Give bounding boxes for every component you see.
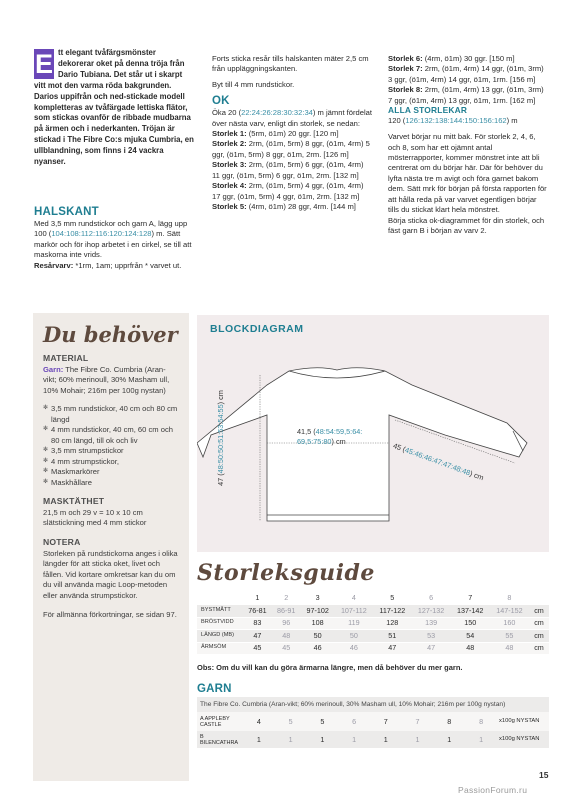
size-instruction bbox=[388, 64, 548, 85]
size-instruction-text: 2rm, (ö1m, 5rm) 6 ggr, (ö1m, 4rm) 11 ggr, (ö1m, 5rm) 6 ggr, ö1m, 2rm. [132 m] bbox=[212, 160, 364, 180]
yarn-qty: 1 bbox=[338, 731, 370, 748]
forkortningar-text: För allmänna förkortningar, se sidan 97. bbox=[43, 609, 177, 619]
varv-text: Varvet börjar nu mitt bak. För storlek 2, 4, 6, och 8, som har ett ojämnt antal mösterrapporter, kommer mönstret inte att bli centrerat om du börjar här. Där för behöver du lyfta nästa tre m avigt och föra garnet bakom dem. Sätt mrk för början på första rapporten för att hålla reda på var varvet egentligen börjar tills du stickat klart hela mönstret. bbox=[388, 132, 547, 215]
size-unit: cm bbox=[529, 642, 549, 655]
size-instruction bbox=[212, 181, 372, 202]
watermark: PassionForum.ru bbox=[458, 785, 528, 795]
yarn-qty: 8 bbox=[433, 712, 465, 731]
size-instruction-text: 2rm, (ö1m, 5rm) 4 ggr, (ö1m, 4rm) 17 ggr, (ö1m, 5rm) 4 ggr, ö1m, 2rm. [132 m] bbox=[212, 181, 364, 201]
size-cell: 128 bbox=[373, 617, 411, 630]
size-cell: 160 bbox=[490, 617, 529, 630]
materials-box bbox=[33, 313, 189, 781]
size-instruction bbox=[212, 129, 372, 139]
size-instruction-label: Storlek 3: bbox=[212, 160, 247, 170]
size-cell: 46 bbox=[335, 642, 373, 655]
size-cell: 50 bbox=[335, 630, 373, 643]
tool-item: ✻ 4 mm strumpstickor, bbox=[43, 457, 179, 467]
size-row bbox=[197, 605, 549, 618]
size-cell: 53 bbox=[412, 630, 451, 643]
notera-text: Storleken på rundstickorna anges i olika längder för att sticka oket, livet och fållen. Vid kortare omkretsar kan du om du vill använda magic Loop-metoden eller använda strumpstickor. bbox=[43, 548, 178, 600]
size-cell: 96 bbox=[272, 617, 301, 630]
size-cell: 54 bbox=[451, 630, 490, 643]
size-cell: 47 bbox=[412, 642, 451, 655]
alla-text bbox=[388, 116, 548, 126]
garn-description bbox=[43, 365, 179, 396]
size-instruction-label: Storlek 5: bbox=[212, 202, 247, 212]
ok-intro bbox=[212, 108, 372, 129]
sleeve-sizes: 45:46:46:47:47:48:48 bbox=[403, 445, 472, 478]
blockdiagram-title: BLOCKDIAGRAM bbox=[210, 323, 304, 335]
yarn-qty: 6 bbox=[338, 712, 370, 731]
size-instruction-label: Storlek 1: bbox=[212, 128, 247, 138]
yarn-name: B BILENCATHRA bbox=[197, 731, 243, 748]
size-instruction-label: Storlek 4: bbox=[212, 181, 247, 191]
size-header-cell: 7 bbox=[451, 592, 490, 605]
halskant-section bbox=[34, 206, 196, 276]
tool-item: ✻ 3,5 mm strumpstickor bbox=[43, 446, 179, 456]
yarn-qty: 1 bbox=[370, 731, 402, 748]
size-cell: 137-142 bbox=[451, 605, 490, 618]
size-guide-table bbox=[197, 592, 549, 655]
alla-post: ) m bbox=[506, 115, 518, 125]
width-main: 41,5 ( bbox=[297, 427, 316, 436]
size-cell: 97-102 bbox=[301, 605, 335, 618]
yarn-unit: x100g NYSTAN bbox=[497, 731, 549, 748]
drop-cap: E bbox=[34, 49, 53, 79]
size-instruction bbox=[388, 54, 548, 64]
size-cell: 150 bbox=[451, 617, 490, 630]
size-cell: 119 bbox=[335, 617, 373, 630]
yarn-qty: 8 bbox=[465, 712, 497, 731]
blockdiagram-panel bbox=[197, 315, 549, 552]
ok-post: ) m jämnt fördelat över nästa varv, enligt din storlek, se nedan: bbox=[212, 108, 373, 128]
size-cell: 47 bbox=[373, 642, 411, 655]
width-sizes-b: 69,5:75:80 bbox=[297, 436, 332, 446]
size-unit: cm bbox=[529, 605, 549, 618]
size-instruction-label: Storlek 7: bbox=[388, 64, 423, 74]
size-cell: 86-91 bbox=[272, 605, 301, 618]
size-header-cell: 1 bbox=[243, 592, 272, 605]
size-instruction bbox=[212, 160, 372, 181]
yarn-table bbox=[197, 697, 549, 748]
size-instruction-text: (5rm, ö1m) 20 ggr. [120 m] bbox=[246, 128, 339, 138]
yarn-desc: The Fibre Co. Cumbria (Aran-vikt; 60% merinoull, 30% Masham ull, 10% Mohair; 216m per 100g nystan) bbox=[197, 697, 549, 712]
size-instruction-label: Storlek 6: bbox=[388, 54, 423, 63]
size-cell: 50 bbox=[301, 630, 335, 643]
size-cell: 108 bbox=[301, 617, 335, 630]
tool-item: ✻ Maskhållare bbox=[43, 478, 179, 488]
yarn-qty: 1 bbox=[275, 731, 307, 748]
material-heading: MATERIAL bbox=[43, 352, 89, 363]
size-header-cell: 8 bbox=[490, 592, 529, 605]
size-cell: 139 bbox=[412, 617, 451, 630]
size-cell: 48 bbox=[490, 642, 529, 655]
size-row bbox=[197, 642, 549, 655]
height-sizes: 48:50:50:51:53:54:55 bbox=[215, 404, 225, 474]
yarn-unit: x100g NYSTAN bbox=[497, 712, 549, 731]
size-cell: 51 bbox=[373, 630, 411, 643]
size-cell: 107-112 bbox=[335, 605, 373, 618]
col3-size-list bbox=[388, 54, 548, 106]
yarn-qty: 7 bbox=[402, 712, 434, 731]
masktathet-heading: MASKTÄTHET bbox=[43, 495, 105, 506]
size-cell: 48 bbox=[272, 630, 301, 643]
masktathet-text: 21,5 m och 29 v = 10 x 10 cm slätstickning med 4 mm stickor bbox=[43, 507, 147, 528]
borja-text: Börja sticka ok-diagrammet för din storlek, och fäst garn B i början av varv 2. bbox=[388, 215, 545, 236]
garn-heading: GARN bbox=[197, 683, 232, 695]
yarn-qty: 1 bbox=[306, 731, 338, 748]
sleeve-end: ) cm bbox=[468, 468, 485, 483]
yarn-row bbox=[197, 712, 549, 731]
size-instruction-text: (4rm, ö1m) 30 ggr. [150 m] bbox=[422, 54, 515, 63]
sweater-schematic bbox=[197, 315, 549, 552]
size-header-cell: 6 bbox=[412, 592, 451, 605]
size-instruction bbox=[212, 202, 372, 212]
sleeve-main: 45 ( bbox=[391, 441, 407, 454]
size-header-blank bbox=[197, 592, 243, 605]
yarn-desc-row bbox=[197, 697, 549, 712]
intro-text: tt elegant tvåfärgsmönster dekorerar oket på denna tröja från Dario Tubiana. Det står ut i skarpt vitt mot den varma röda bakgrunden. Darios uppifrån och ned-stickade modell kompletteras av tvåfärgade lettiska flätor, som stickas ovanför de ribbade mudbarna på ärmen och i nederkanten. Tröjan är stickad i The Fibre Co:s mjuka Cumbria, en ullblandning, som finns i 24 vackra nyanser. bbox=[34, 48, 194, 167]
size-instruction-text: 2rm, (ö1m, 5rm) 8 ggr, (ö1m, 4rm) 5 ggr, (ö1m, 5rm) 8 ggr, ö1m, 2rm. [126 m] bbox=[212, 139, 370, 159]
size-row-label: LÄNGD (MB) bbox=[197, 630, 243, 643]
size-unit: cm bbox=[529, 617, 549, 630]
intro-paragraph bbox=[34, 48, 194, 168]
size-cell: 45 bbox=[243, 642, 272, 655]
size-row-label: ÄRMSÖM bbox=[197, 642, 243, 655]
col2-p2: Byt till 4 mm rundstickor. bbox=[212, 79, 295, 89]
materials-title: Du behöver bbox=[43, 322, 178, 347]
ok-pre: Öka 20 ( bbox=[212, 108, 242, 118]
col2-size-list bbox=[212, 129, 372, 213]
size-cell: 83 bbox=[243, 617, 272, 630]
size-cell: 147-152 bbox=[490, 605, 529, 618]
size-header-blank bbox=[529, 592, 549, 605]
garn-label: Garn: bbox=[43, 364, 64, 374]
resarvarv-label: Resårvarv: bbox=[34, 260, 74, 270]
size-cell: 45 bbox=[272, 642, 301, 655]
size-row bbox=[197, 630, 549, 643]
size-cell: 48 bbox=[451, 642, 490, 655]
size-table-body bbox=[197, 592, 549, 655]
notera-heading: NOTERA bbox=[43, 536, 81, 547]
width-end: ) cm bbox=[331, 436, 346, 446]
alla-heading: ALLA STORLEKAR bbox=[388, 105, 468, 116]
size-header-cell: 2 bbox=[272, 592, 301, 605]
size-header-cell: 5 bbox=[373, 592, 411, 605]
halskant-sizes: 104:108:112:116:120:124:128 bbox=[51, 229, 152, 239]
size-instruction-text: (4rm, ö1m) 28 ggr, 4rm. [144 m] bbox=[246, 202, 356, 212]
halskant-text-b: ) m. Sätt markör och för ihop arbetet i en cirkel, se till att maskorna inte vrids. bbox=[34, 229, 192, 260]
size-header-row bbox=[197, 592, 549, 605]
yarn-qty: 7 bbox=[370, 712, 402, 731]
size-instruction-text: 2rm, (ö1m, 4rm) 13 ggr, (ö1m, 3rm) 7 ggr, (ö1m, 4rm) 13 ggr, ö1m, 1rm. [162 m] bbox=[388, 85, 544, 105]
alla-pre: 120 ( bbox=[388, 115, 406, 125]
size-row bbox=[197, 617, 549, 630]
column-2 bbox=[212, 54, 372, 213]
size-header-cell: 3 bbox=[301, 592, 335, 605]
sleeve-note: Obs: Om du vill kan du göra ärmarna längre, men då behöver du mer garn. bbox=[197, 663, 463, 672]
resarvarv-text: *1rm, 1am; upprfrån * varvet ut. bbox=[73, 260, 182, 270]
column-3 bbox=[388, 54, 548, 237]
size-cell: 127-132 bbox=[412, 605, 451, 618]
yarn-table-body bbox=[197, 697, 549, 748]
height-main: 47 ( bbox=[215, 473, 225, 486]
size-cell: 47 bbox=[243, 630, 272, 643]
size-cell: 117-122 bbox=[373, 605, 411, 618]
size-guide-title: Storleksguide bbox=[197, 560, 375, 586]
yarn-qty: 5 bbox=[306, 712, 338, 731]
yarn-qty: 1 bbox=[433, 731, 465, 748]
size-row-label: BYSTMÅTT bbox=[197, 605, 243, 618]
size-cell: 46 bbox=[301, 642, 335, 655]
size-instruction-text: 2rm, (ö1m, 4rm) 14 ggr, (ö1m, 3rm) 3 ggr, (ö1m, 4rm) 14 ggr, ö1m, 1rm. [156 m] bbox=[388, 64, 544, 84]
size-unit: cm bbox=[529, 630, 549, 643]
yarn-qty: 1 bbox=[465, 731, 497, 748]
halskant-heading: HALSKANT bbox=[34, 206, 99, 218]
yarn-qty: 4 bbox=[243, 712, 275, 731]
yarn-qty: 1 bbox=[402, 731, 434, 748]
tool-item: ✻ Maskmarkörer bbox=[43, 467, 179, 477]
width-sizes-a: 48:54:59,5:64: bbox=[315, 427, 363, 436]
ok-sizes: 22:24:26:28:30:32:34 bbox=[241, 108, 313, 118]
size-row-label: BRÖSTVIDD bbox=[197, 617, 243, 630]
size-instruction-label: Storlek 8: bbox=[388, 85, 423, 95]
size-instruction bbox=[388, 85, 548, 106]
size-cell: 76-81 bbox=[243, 605, 272, 618]
tool-item: ✻ 4 mm rundstickor, 40 cm, 60 cm och 80 cm längd, till ok och liv bbox=[43, 425, 179, 446]
garn-text: The Fibre Co. Cumbria (Aran-vikt; 60% merinoull, 30% Masham ull, 10% Mohair; 216m per 100g nystan) bbox=[43, 364, 170, 395]
size-header-cell: 4 bbox=[335, 592, 373, 605]
halskant-text-a: Med 3,5 mm rundstickor och garn A, lägg upp 100 ( bbox=[34, 218, 188, 239]
size-instruction bbox=[212, 139, 372, 160]
yarn-qty: 1 bbox=[243, 731, 275, 748]
ok-heading: OK bbox=[212, 95, 230, 108]
tools-list bbox=[43, 404, 179, 488]
yarn-name: A APPLEBY CASTLE bbox=[197, 712, 243, 731]
halskant-text bbox=[34, 219, 196, 271]
width-label bbox=[297, 427, 362, 447]
size-instruction-label: Storlek 2: bbox=[212, 139, 247, 149]
yarn-qty: 5 bbox=[275, 712, 307, 731]
yarn-row bbox=[197, 731, 549, 748]
tool-item: ✻ 3,5 mm rundstickor, 40 cm och 80 cm längd bbox=[43, 404, 179, 425]
height-end: ) cm bbox=[215, 390, 225, 405]
page-number: 15 bbox=[539, 770, 549, 780]
col2-p1: Forts sticka resår tills halskanten mäter 2,5 cm från uppläggningskanten. bbox=[212, 54, 369, 74]
height-label bbox=[216, 368, 226, 508]
alla-sizes: 126:132:138:144:150:156:162 bbox=[405, 115, 507, 125]
size-cell: 55 bbox=[490, 630, 529, 643]
